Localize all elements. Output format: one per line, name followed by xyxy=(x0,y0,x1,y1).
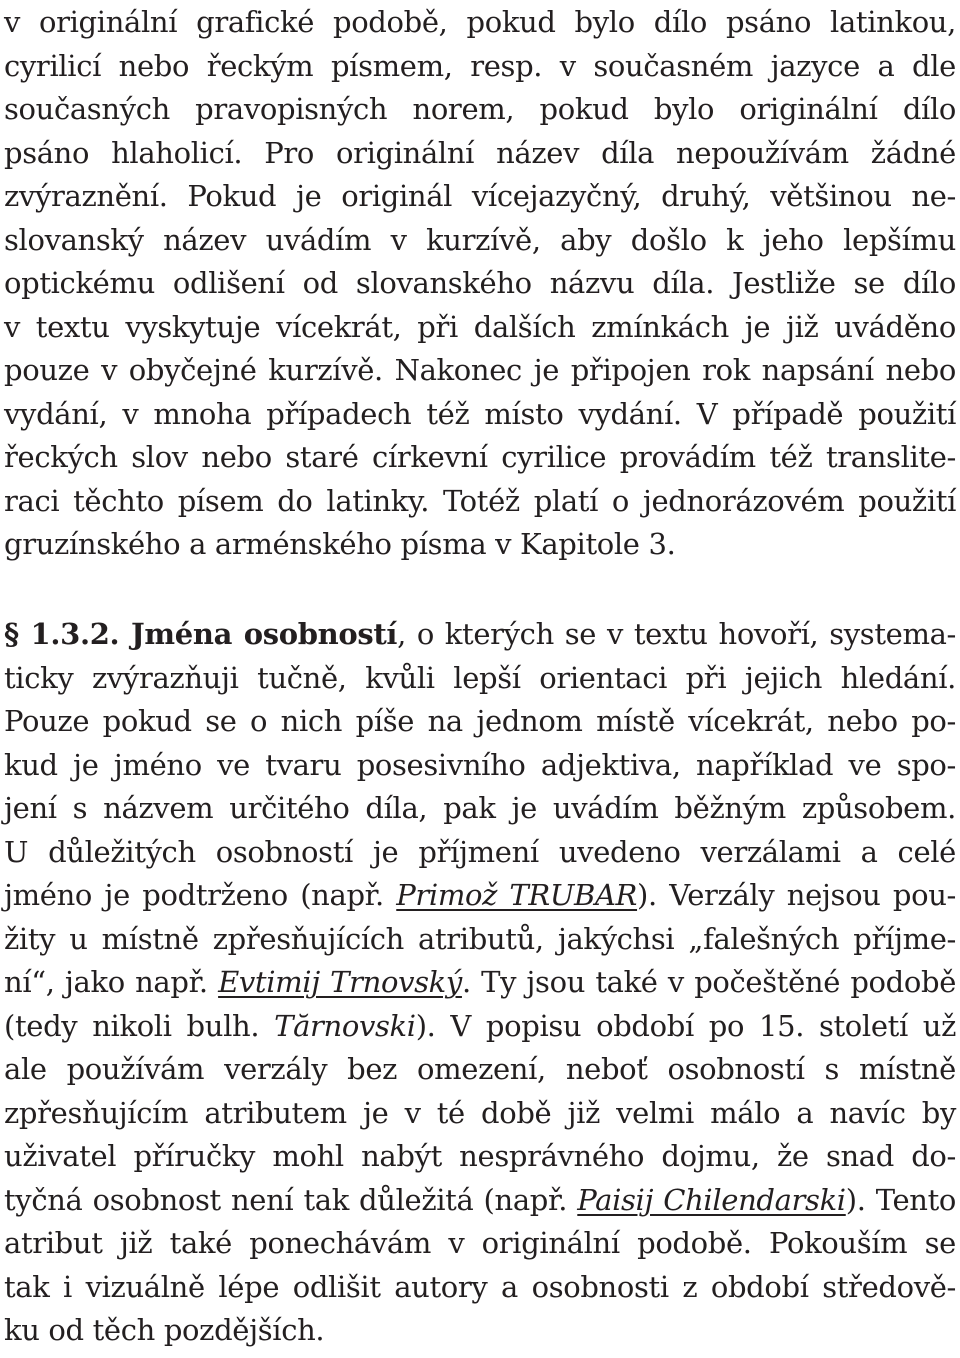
text-segment: současných pravopisných norem, pokud bylo originální dílo xyxy=(4,92,956,126)
text-segment: ). V popisu období po 15. století už xyxy=(415,1008,957,1043)
text-segment: optickému odlišení od slovanského názvu díla. Jestliže se dílo xyxy=(4,266,956,300)
text-line xyxy=(4,131,956,175)
text-line xyxy=(4,218,956,262)
text-line xyxy=(4,522,956,566)
text-line xyxy=(4,830,956,874)
text-segment: ). Tento xyxy=(845,1182,956,1217)
text-line xyxy=(4,1265,956,1309)
text-line xyxy=(4,873,956,917)
text-segment: ale používám verzály bez omezení, neboť osobností s místně xyxy=(4,1052,956,1086)
text-segment: Pouze pokud se o nich píše na jednom místě vícekrát, nebo po- xyxy=(4,704,956,738)
text-line xyxy=(4,479,956,523)
text-segment: ticky zvýrazňuji tučně, kvůli lepší orientaci při jejich hledání. xyxy=(4,660,956,695)
text-line xyxy=(4,960,956,1004)
text-segment: žity u místně zpřesňujících atributů, jakýchsi „falešných příjme- xyxy=(4,921,956,956)
italic-text: Tărnovski xyxy=(274,1008,416,1043)
text-segment: gruzínského a arménského písma v Kapitole 3. xyxy=(4,527,676,561)
text-segment: pouze v obyčejné kurzívě. Nakonec je připojen rok napsání nebo xyxy=(4,353,956,387)
bold-text: Jména osobností xyxy=(131,617,398,651)
text-segment: U důležitých osobností je příjmení uvedeno verzálami a celé xyxy=(4,834,956,869)
text-line xyxy=(4,699,956,743)
text-line xyxy=(4,1134,956,1178)
text-line xyxy=(4,435,956,479)
text-segment: tak i vizuálně lépe odlišit autory a osobnosti z období středově- xyxy=(4,1269,956,1304)
text-segment: psáno hlaholicí. Pro originální název díla nepoužívám žádné xyxy=(4,135,956,170)
text-segment: cyrilicí nebo řeckým písmem, resp. v současném jazyce a dle xyxy=(4,48,956,83)
text-line xyxy=(4,656,956,700)
text-line xyxy=(4,786,956,830)
text-segment: zvýraznění. Pokud je originál vícejazyčný, druhý, většinou ne- xyxy=(4,179,956,213)
text-segment: jméno je podtrženo (např. xyxy=(4,878,397,912)
text-segment: ní“, jako např. xyxy=(4,965,219,999)
text-line xyxy=(4,1047,956,1091)
text-segment: raci těchto písem do latinky. Totéž platí o jednorázovém použití xyxy=(4,483,956,518)
text-segment: ). Verzály nejsou pou- xyxy=(637,878,956,912)
text-segment: slovanský název uvádím v kurzívě, aby došlo k jeho lepšímu xyxy=(4,222,956,257)
text-line xyxy=(4,1091,956,1135)
text-segment: zpřesňujícím atributem je v té době již velmi málo a navíc by xyxy=(4,1095,956,1130)
text-line xyxy=(4,743,956,787)
text-segment: , o kterých se v textu hovoří, systema- xyxy=(397,617,956,651)
text-line xyxy=(4,1221,956,1265)
text-segment: ku od těch pozdějších. xyxy=(4,1313,325,1347)
text-segment: kud je jméno ve tvaru posesivního adjektiva, například ve spo- xyxy=(4,747,956,782)
text-segment: v textu vyskytuje vícekrát, při dalších zmínkách je již uváděno xyxy=(4,309,956,344)
bold-text: § 1.3.2. xyxy=(4,617,132,651)
text-segment: (tedy nikoli bulh. xyxy=(4,1008,275,1043)
text-segment: . Ty jsou také v počeštěné podobě xyxy=(461,965,957,999)
text-segment: tyčná osobnost není tak důležitá (např. xyxy=(4,1182,578,1217)
text-line xyxy=(4,261,956,305)
text-line xyxy=(4,87,956,131)
text-line xyxy=(4,392,956,436)
text-line xyxy=(4,612,956,656)
person-name-underlined: Paisij Chilendarski xyxy=(577,1182,846,1217)
text-segment: v originální grafické podobě, pokud bylo dílo psáno latinkou, xyxy=(4,5,956,39)
text-line xyxy=(4,174,956,218)
text-line xyxy=(4,917,956,961)
text-line xyxy=(4,348,956,392)
text-line xyxy=(4,0,956,44)
text-line xyxy=(4,1308,956,1352)
text-segment: jení s názvem určitého díla, pak je uvádím běžným způsobem. xyxy=(4,791,956,825)
text-line xyxy=(4,305,956,349)
text-segment: vydání, v mnoha případech též místo vydání. V případě použití xyxy=(4,396,956,431)
person-name-underlined: Primož TRUBAR xyxy=(396,878,638,912)
text-line xyxy=(4,1004,956,1048)
text-segment: řeckých slov nebo staré církevní cyrilice provádím též translite- xyxy=(4,440,956,474)
text-segment: uživatel příručky mohl nabýt nesprávného dojmu, že snad do- xyxy=(4,1139,956,1173)
person-name-underlined: Evtimij Trnovský xyxy=(218,965,462,999)
text-line xyxy=(4,44,956,88)
text-line xyxy=(4,1178,956,1222)
text-segment: atribut již také ponechávám v originální podobě. Pokouším se xyxy=(4,1226,956,1260)
